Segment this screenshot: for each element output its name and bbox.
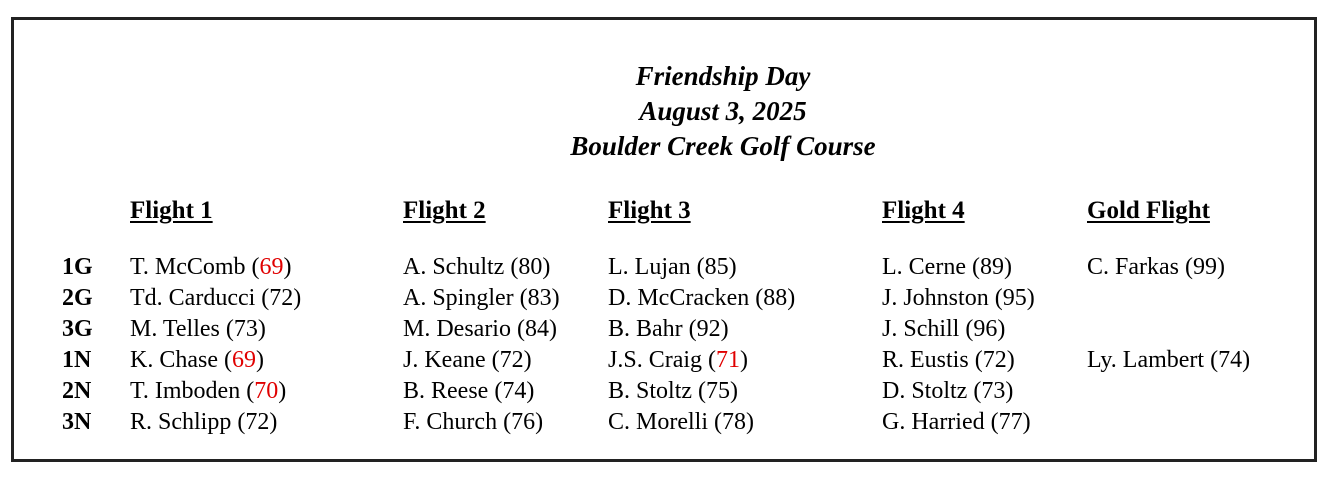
row-label: 1G <box>62 254 93 280</box>
player-result: G. Harried (77) <box>882 409 1031 435</box>
player-score: 72 <box>269 285 294 311</box>
player-score: 70 <box>254 378 279 404</box>
player-name: J. Keane <box>403 347 486 373</box>
player-name: F. Church <box>403 409 498 435</box>
player-name: Td. Carducci <box>130 285 256 311</box>
player-name: B. Reese <box>403 378 489 404</box>
row-label: 3G <box>62 316 93 342</box>
player-score: 84 <box>524 316 549 342</box>
player-score: 69 <box>231 347 256 373</box>
player-score: 92 <box>696 316 721 342</box>
player-result: A. Schultz (80) <box>403 254 551 280</box>
player-name: R. Eustis <box>882 347 969 373</box>
player-result: J. Keane (72) <box>403 347 532 373</box>
player-score: 77 <box>998 409 1023 435</box>
player-score: 80 <box>518 254 543 280</box>
player-name: L. Lujan <box>608 254 691 280</box>
player-name: D. Stoltz <box>882 378 968 404</box>
player-score: 88 <box>763 285 788 311</box>
player-score: 73 <box>981 378 1006 404</box>
player-result: C. Farkas (99) <box>1087 254 1225 280</box>
player-result: B. Reese (74) <box>403 378 535 404</box>
player-score: 78 <box>722 409 746 435</box>
player-result: M. Desario (84) <box>403 316 557 342</box>
player-name: A. Spingler <box>403 285 514 311</box>
event-venue: Boulder Creek Golf Course <box>570 131 876 161</box>
player-score: 72 <box>499 347 524 373</box>
player-score: 71 <box>716 347 741 373</box>
player-name: B. Bahr <box>608 316 683 342</box>
player-name: G. Harried <box>882 409 985 435</box>
player-score: 96 <box>973 316 998 342</box>
player-name: M. Desario <box>403 316 511 342</box>
title-block <box>14 59 1314 164</box>
event-title: Friendship Day <box>635 61 811 91</box>
player-score: 72 <box>245 409 270 435</box>
player-result: C. Morelli (78) <box>608 409 754 435</box>
row-label: 1N <box>62 347 92 373</box>
player-result: J.S. Craig (71) <box>608 347 749 373</box>
player-name: C. Farkas <box>1087 254 1179 280</box>
player-result: R. Eustis (72) <box>882 347 1015 373</box>
player-name: T. McComb <box>130 254 246 280</box>
row-label: 2N <box>62 378 92 404</box>
row-label: 2G <box>62 285 93 311</box>
player-result: J. Schill (96) <box>882 316 1006 342</box>
player-result: Ly. Lambert (74) <box>1087 347 1251 373</box>
player-name: K. Chase <box>130 347 218 373</box>
player-name: J.S. Craig <box>608 347 703 373</box>
player-score: 74 <box>502 378 527 404</box>
player-name: R. Schlipp <box>130 409 232 435</box>
player-name: L. Cerne <box>882 254 966 280</box>
player-score: 73 <box>233 316 258 342</box>
player-score: 69 <box>259 254 284 280</box>
player-score: 85 <box>704 254 729 280</box>
player-name: A. Schultz <box>403 254 505 280</box>
player-result: T. Imboden (70) <box>130 378 287 404</box>
player-score: 74 <box>1218 347 1243 373</box>
player-result: R. Schlipp (72) <box>130 409 278 435</box>
player-result: K. Chase (69) <box>130 347 264 373</box>
player-result: A. Spingler (83) <box>403 285 560 311</box>
player-name: J. Schill <box>882 316 960 342</box>
flight-header: Flight 4 <box>882 197 965 224</box>
player-name: C. Morelli <box>608 409 708 435</box>
flight-header: Flight 2 <box>403 197 486 224</box>
player-result: Td. Carducci (72) <box>130 285 302 311</box>
player-name: D. McCracken <box>608 285 750 311</box>
player-result: M. Telles (73) <box>130 316 266 342</box>
player-result: L. Lujan (85) <box>608 254 737 280</box>
player-name: B. Stoltz <box>608 378 693 404</box>
player-score: 76 <box>511 409 536 435</box>
player-name: Ly. Lambert <box>1087 347 1205 373</box>
player-score: 95 <box>1002 285 1027 311</box>
player-result: D. McCracken (88) <box>608 285 796 311</box>
player-score: 75 <box>706 378 731 404</box>
flight-header: Flight 1 <box>130 197 213 224</box>
player-name: J. Johnston <box>882 285 989 311</box>
player-name: T. Imboden <box>130 378 241 404</box>
player-result: B. Bahr (92) <box>608 316 729 342</box>
player-score: 83 <box>527 285 552 311</box>
row-label: 3N <box>62 409 92 435</box>
player-score: 89 <box>979 254 1004 280</box>
player-score: 99 <box>1193 254 1217 280</box>
results-frame <box>11 17 1317 462</box>
player-result: D. Stoltz (73) <box>882 378 1014 404</box>
player-score: 72 <box>982 347 1007 373</box>
player-result: B. Stoltz (75) <box>608 378 739 404</box>
player-result: F. Church (76) <box>403 409 544 435</box>
player-result: J. Johnston (95) <box>882 285 1035 311</box>
player-result: L. Cerne (89) <box>882 254 1012 280</box>
flight-header: Flight 3 <box>608 197 691 224</box>
player-name: M. Telles <box>130 316 220 342</box>
player-result: T. McComb (69) <box>130 254 292 280</box>
flight-header: Gold Flight <box>1087 197 1210 224</box>
event-date: August 3, 2025 <box>639 96 807 126</box>
